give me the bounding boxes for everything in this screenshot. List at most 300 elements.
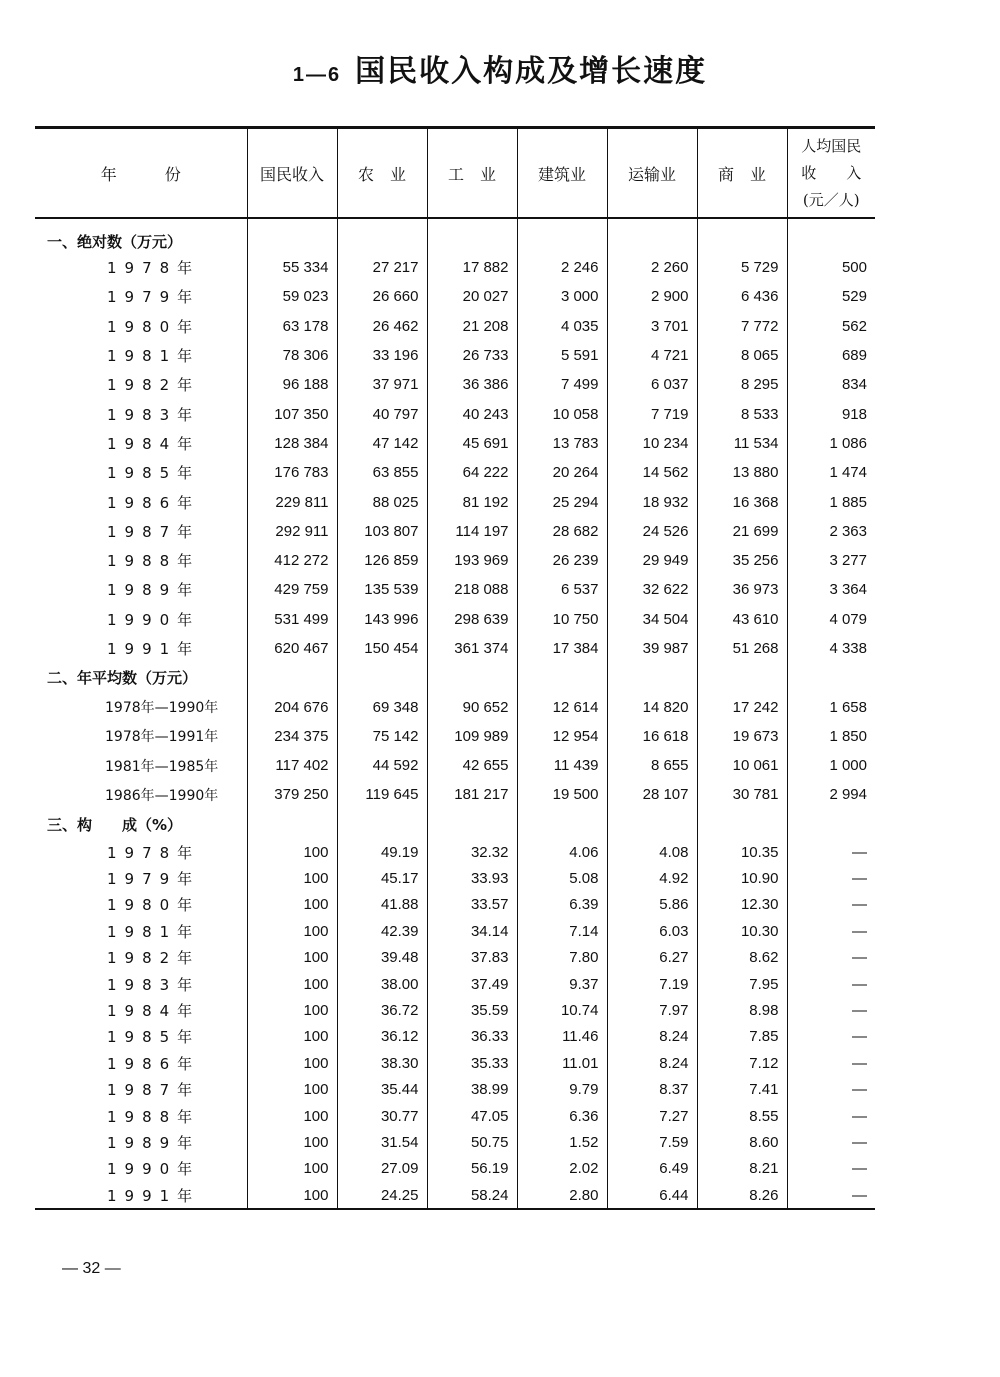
value-cell: 100 bbox=[247, 997, 337, 1023]
value-cell: 19 673 bbox=[697, 722, 787, 751]
row-label: 1983年 bbox=[107, 975, 201, 994]
value-cell: 34 504 bbox=[607, 605, 697, 634]
value-cell: 4.92 bbox=[607, 865, 697, 891]
value-cell: 1 474 bbox=[787, 458, 875, 487]
row-label: 1979年 bbox=[107, 288, 201, 307]
value-cell: 56.19 bbox=[427, 1156, 517, 1182]
value-cell: 20 027 bbox=[427, 282, 517, 311]
value-cell: 100 bbox=[247, 971, 337, 997]
table-body bbox=[35, 218, 875, 1209]
value-cell: 4 079 bbox=[787, 605, 875, 634]
header-construction: 建筑业 bbox=[517, 128, 607, 219]
row-label: 1978年 bbox=[107, 259, 201, 278]
table-row bbox=[35, 312, 875, 341]
header-commerce: 商 业 bbox=[697, 128, 787, 219]
page-number: — 32 — bbox=[62, 1260, 121, 1277]
value-cell: 36.12 bbox=[337, 1024, 427, 1050]
header-per-capita-line3: (元／人) bbox=[802, 190, 860, 209]
value-cell: 30 781 bbox=[697, 780, 787, 809]
statistics-table bbox=[35, 126, 875, 1210]
row-label: 1990年 bbox=[107, 1160, 201, 1179]
header-per-capita bbox=[787, 128, 875, 219]
value-cell: 2 260 bbox=[607, 253, 697, 282]
value-cell: 834 bbox=[787, 370, 875, 399]
value-cell: 4 035 bbox=[517, 312, 607, 341]
value-cell: 5.86 bbox=[607, 892, 697, 918]
header-per-capita-line1: 人均国民 bbox=[801, 136, 862, 155]
row-label: 1990年 bbox=[107, 610, 201, 629]
value-cell: 69 348 bbox=[337, 692, 427, 721]
value-cell: 64 222 bbox=[427, 458, 517, 487]
row-label: 1982年 bbox=[107, 376, 201, 395]
row-label: 1980年 bbox=[107, 317, 201, 336]
value-cell: 38.99 bbox=[427, 1076, 517, 1102]
table-row bbox=[35, 1076, 875, 1102]
value-cell: 12.30 bbox=[697, 892, 787, 918]
empty-cell bbox=[697, 218, 787, 253]
value-cell: 37.49 bbox=[427, 971, 517, 997]
row-label: 1991年 bbox=[107, 640, 201, 658]
header-row bbox=[35, 128, 875, 219]
value-cell: 4 338 bbox=[787, 634, 875, 663]
value-cell: 27 217 bbox=[337, 253, 427, 282]
value-cell: 36 973 bbox=[697, 575, 787, 604]
empty-cell bbox=[697, 663, 787, 692]
table-row bbox=[35, 1103, 875, 1129]
value-cell: 7.59 bbox=[607, 1129, 697, 1155]
value-cell: 28 107 bbox=[607, 780, 697, 809]
row-label: 1984年 bbox=[107, 1001, 201, 1020]
value-cell: 11 534 bbox=[697, 429, 787, 458]
value-cell: 2 363 bbox=[787, 517, 875, 546]
value-cell: 100 bbox=[247, 1024, 337, 1050]
value-cell: 30.77 bbox=[337, 1103, 427, 1129]
row-label: 1985年 bbox=[107, 464, 201, 483]
value-cell: 292 911 bbox=[247, 517, 337, 546]
value-cell: 40 797 bbox=[337, 399, 427, 428]
value-cell: 234 375 bbox=[247, 722, 337, 751]
value-cell: 5 591 bbox=[517, 341, 607, 370]
value-cell: 2 246 bbox=[517, 253, 607, 282]
table-row bbox=[35, 780, 875, 809]
row-label: 1978年—1990年 bbox=[105, 700, 219, 717]
value-cell: 8.37 bbox=[607, 1076, 697, 1102]
value-cell: 7.12 bbox=[697, 1050, 787, 1076]
table-row bbox=[35, 546, 875, 575]
value-cell: 39 987 bbox=[607, 634, 697, 663]
row-label: 1985年 bbox=[107, 1028, 201, 1047]
section-composition bbox=[35, 810, 875, 839]
value-cell: — bbox=[787, 1156, 875, 1182]
value-cell: 35.59 bbox=[427, 997, 517, 1023]
value-cell: 27.09 bbox=[337, 1156, 427, 1182]
table-row bbox=[35, 1050, 875, 1076]
value-cell: 8.62 bbox=[697, 945, 787, 971]
value-cell: 45.17 bbox=[337, 865, 427, 891]
value-cell: 379 250 bbox=[247, 780, 337, 809]
table-row bbox=[35, 399, 875, 428]
value-cell: 44 592 bbox=[337, 751, 427, 780]
value-cell: 37 971 bbox=[337, 370, 427, 399]
row-label: 1978年 bbox=[107, 843, 201, 862]
value-cell: 2 994 bbox=[787, 780, 875, 809]
value-cell: 21 208 bbox=[427, 312, 517, 341]
empty-cell bbox=[517, 218, 607, 253]
value-cell: 4.08 bbox=[607, 839, 697, 865]
row-label: 1989年 bbox=[107, 1133, 201, 1152]
value-cell: — bbox=[787, 997, 875, 1023]
value-cell: 33.93 bbox=[427, 865, 517, 891]
section-average bbox=[35, 663, 875, 692]
table-row bbox=[35, 429, 875, 458]
value-cell: — bbox=[787, 918, 875, 944]
value-cell: 96 188 bbox=[247, 370, 337, 399]
header-industry: 工 业 bbox=[427, 128, 517, 219]
value-cell: 204 676 bbox=[247, 692, 337, 721]
value-cell: 18 932 bbox=[607, 487, 697, 516]
value-cell: 6.03 bbox=[607, 918, 697, 944]
value-cell: 10.74 bbox=[517, 997, 607, 1023]
row-label: 1988年 bbox=[107, 552, 201, 571]
value-cell: 17 384 bbox=[517, 634, 607, 663]
row-label: 1987年 bbox=[107, 1081, 201, 1100]
value-cell: 10 234 bbox=[607, 429, 697, 458]
value-cell: 10.90 bbox=[697, 865, 787, 891]
value-cell: 6.44 bbox=[607, 1182, 697, 1209]
value-cell: 7.41 bbox=[697, 1076, 787, 1102]
value-cell: 24.25 bbox=[337, 1182, 427, 1209]
value-cell: 63 178 bbox=[247, 312, 337, 341]
table-row bbox=[35, 839, 875, 865]
value-cell: — bbox=[787, 1129, 875, 1155]
value-cell: — bbox=[787, 1182, 875, 1209]
value-cell: 19 500 bbox=[517, 780, 607, 809]
value-cell: 8.21 bbox=[697, 1156, 787, 1182]
row-label: 1978年—1991年 bbox=[105, 729, 219, 746]
table-row bbox=[35, 751, 875, 780]
value-cell: 43 610 bbox=[697, 605, 787, 634]
value-cell: 119 645 bbox=[337, 780, 427, 809]
value-cell: 531 499 bbox=[247, 605, 337, 634]
row-label: 1991年 bbox=[107, 1186, 201, 1205]
value-cell: 10.35 bbox=[697, 839, 787, 865]
row-label: 1983年 bbox=[107, 405, 201, 424]
value-cell: 26 733 bbox=[427, 341, 517, 370]
value-cell: 1 658 bbox=[787, 692, 875, 721]
value-cell: — bbox=[787, 945, 875, 971]
table-row bbox=[35, 575, 875, 604]
value-cell: 117 402 bbox=[247, 751, 337, 780]
value-cell: 9.79 bbox=[517, 1076, 607, 1102]
value-cell: 176 783 bbox=[247, 458, 337, 487]
value-cell: 7.95 bbox=[697, 971, 787, 997]
value-cell: 7 499 bbox=[517, 370, 607, 399]
value-cell: 14 820 bbox=[607, 692, 697, 721]
value-cell: 1 850 bbox=[787, 722, 875, 751]
value-cell: — bbox=[787, 1050, 875, 1076]
value-cell: 8 533 bbox=[697, 399, 787, 428]
value-cell: 41.88 bbox=[337, 892, 427, 918]
value-cell: 412 272 bbox=[247, 546, 337, 575]
value-cell: 7 719 bbox=[607, 399, 697, 428]
value-cell: 107 350 bbox=[247, 399, 337, 428]
value-cell: 10 061 bbox=[697, 751, 787, 780]
value-cell: 35.44 bbox=[337, 1076, 427, 1102]
value-cell: 51 268 bbox=[697, 634, 787, 663]
table-row bbox=[35, 253, 875, 282]
empty-cell bbox=[247, 810, 337, 839]
value-cell: 8 655 bbox=[607, 751, 697, 780]
value-cell: 1 885 bbox=[787, 487, 875, 516]
empty-cell bbox=[337, 218, 427, 253]
table-row bbox=[35, 692, 875, 721]
section-title: 三、构 成（%） bbox=[47, 815, 183, 834]
value-cell: 78 306 bbox=[247, 341, 337, 370]
value-cell: 13 880 bbox=[697, 458, 787, 487]
value-cell: 2.80 bbox=[517, 1182, 607, 1209]
table-row bbox=[35, 1024, 875, 1050]
table-row bbox=[35, 865, 875, 891]
table-row bbox=[35, 918, 875, 944]
value-cell: 12 614 bbox=[517, 692, 607, 721]
value-cell: 38.30 bbox=[337, 1050, 427, 1076]
value-cell: 59 023 bbox=[247, 282, 337, 311]
value-cell: 100 bbox=[247, 945, 337, 971]
empty-cell bbox=[427, 810, 517, 839]
value-cell: 55 334 bbox=[247, 253, 337, 282]
value-cell: 8 065 bbox=[697, 341, 787, 370]
row-label: 1987年 bbox=[107, 522, 201, 541]
table-row bbox=[35, 997, 875, 1023]
value-cell: 4.06 bbox=[517, 839, 607, 865]
value-cell: 100 bbox=[247, 839, 337, 865]
value-cell: 25 294 bbox=[517, 487, 607, 516]
row-label: 1979年 bbox=[107, 870, 201, 889]
table-row bbox=[35, 370, 875, 399]
value-cell: 4 721 bbox=[607, 341, 697, 370]
table-row bbox=[35, 892, 875, 918]
table-title: 国民收入构成及增长速度 bbox=[355, 54, 708, 89]
value-cell: 620 467 bbox=[247, 634, 337, 663]
value-cell: 81 192 bbox=[427, 487, 517, 516]
value-cell: 3 277 bbox=[787, 546, 875, 575]
value-cell: 3 000 bbox=[517, 282, 607, 311]
value-cell: 5.08 bbox=[517, 865, 607, 891]
value-cell: 29 949 bbox=[607, 546, 697, 575]
section-title: 二、年平均数（万元） bbox=[47, 669, 198, 688]
section-absolute bbox=[35, 218, 875, 253]
value-cell: 35 256 bbox=[697, 546, 787, 575]
value-cell: — bbox=[787, 1103, 875, 1129]
value-cell: 6 037 bbox=[607, 370, 697, 399]
value-cell: — bbox=[787, 865, 875, 891]
value-cell: 181 217 bbox=[427, 780, 517, 809]
value-cell: 6.49 bbox=[607, 1156, 697, 1182]
row-label: 1980年 bbox=[107, 896, 201, 915]
value-cell: 7.19 bbox=[607, 971, 697, 997]
header-national-income: 国民收入 bbox=[247, 128, 337, 219]
table-row bbox=[35, 605, 875, 634]
empty-cell bbox=[427, 218, 517, 253]
page-title bbox=[0, 46, 1000, 90]
value-cell: 193 969 bbox=[427, 546, 517, 575]
row-label: 1986年—1990年 bbox=[105, 787, 219, 804]
value-cell: 2.02 bbox=[517, 1156, 607, 1182]
empty-cell bbox=[517, 810, 607, 839]
value-cell: 10.30 bbox=[697, 918, 787, 944]
value-cell: 100 bbox=[247, 1050, 337, 1076]
value-cell: 17 242 bbox=[697, 692, 787, 721]
value-cell: 24 526 bbox=[607, 517, 697, 546]
value-cell: 3 701 bbox=[607, 312, 697, 341]
value-cell: 10 058 bbox=[517, 399, 607, 428]
value-cell: 26 660 bbox=[337, 282, 427, 311]
row-label: 1982年 bbox=[107, 949, 201, 968]
value-cell: 14 562 bbox=[607, 458, 697, 487]
value-cell: 38.00 bbox=[337, 971, 427, 997]
table-number: 1—6 bbox=[292, 64, 342, 86]
value-cell: 1 086 bbox=[787, 429, 875, 458]
value-cell: 8 295 bbox=[697, 370, 787, 399]
row-label: 1981年—1985年 bbox=[105, 758, 219, 775]
value-cell: — bbox=[787, 839, 875, 865]
value-cell: 5 729 bbox=[697, 253, 787, 282]
value-cell: 100 bbox=[247, 1076, 337, 1102]
row-label: 1986年 bbox=[107, 493, 201, 512]
empty-cell bbox=[787, 663, 875, 692]
value-cell: 100 bbox=[247, 1182, 337, 1209]
value-cell: 218 088 bbox=[427, 575, 517, 604]
value-cell: 26 462 bbox=[337, 312, 427, 341]
value-cell: 50.75 bbox=[427, 1129, 517, 1155]
value-cell: 49.19 bbox=[337, 839, 427, 865]
value-cell: 7.27 bbox=[607, 1103, 697, 1129]
value-cell: 32 622 bbox=[607, 575, 697, 604]
value-cell: 100 bbox=[247, 1129, 337, 1155]
value-cell: 47.05 bbox=[427, 1103, 517, 1129]
value-cell: 13 783 bbox=[517, 429, 607, 458]
value-cell: 103 807 bbox=[337, 517, 427, 546]
value-cell: — bbox=[787, 1024, 875, 1050]
value-cell: 150 454 bbox=[337, 634, 427, 663]
table-row bbox=[35, 1156, 875, 1182]
value-cell: 8.24 bbox=[607, 1050, 697, 1076]
value-cell: 6 537 bbox=[517, 575, 607, 604]
empty-cell bbox=[607, 218, 697, 253]
table-row bbox=[35, 722, 875, 751]
empty-cell bbox=[697, 810, 787, 839]
value-cell: 135 539 bbox=[337, 575, 427, 604]
value-cell: 16 368 bbox=[697, 487, 787, 516]
header-per-capita-line2: 收 入 bbox=[801, 163, 862, 182]
table-row bbox=[35, 945, 875, 971]
value-cell: 6 436 bbox=[697, 282, 787, 311]
value-cell: 36 386 bbox=[427, 370, 517, 399]
value-cell: 6.27 bbox=[607, 945, 697, 971]
value-cell: 39.48 bbox=[337, 945, 427, 971]
value-cell: 100 bbox=[247, 918, 337, 944]
value-cell: 1.52 bbox=[517, 1129, 607, 1155]
value-cell: 34.14 bbox=[427, 918, 517, 944]
value-cell: 75 142 bbox=[337, 722, 427, 751]
value-cell: 100 bbox=[247, 892, 337, 918]
row-label: 1986年 bbox=[107, 1054, 201, 1073]
value-cell: 40 243 bbox=[427, 399, 517, 428]
value-cell: 298 639 bbox=[427, 605, 517, 634]
value-cell: 7 772 bbox=[697, 312, 787, 341]
value-cell: 33 196 bbox=[337, 341, 427, 370]
value-cell: 229 811 bbox=[247, 487, 337, 516]
empty-cell bbox=[427, 663, 517, 692]
table-row bbox=[35, 282, 875, 311]
value-cell: 20 264 bbox=[517, 458, 607, 487]
value-cell: 36.33 bbox=[427, 1024, 517, 1050]
empty-cell bbox=[247, 218, 337, 253]
header-transport: 运输业 bbox=[607, 128, 697, 219]
value-cell: 9.37 bbox=[517, 971, 607, 997]
table-row bbox=[35, 341, 875, 370]
value-cell: 8.55 bbox=[697, 1103, 787, 1129]
value-cell: 88 025 bbox=[337, 487, 427, 516]
empty-cell bbox=[787, 218, 875, 253]
value-cell: 3 364 bbox=[787, 575, 875, 604]
value-cell: 126 859 bbox=[337, 546, 427, 575]
table-row bbox=[35, 634, 875, 663]
value-cell: 36.72 bbox=[337, 997, 427, 1023]
table-row bbox=[35, 458, 875, 487]
row-label: 1989年 bbox=[107, 581, 201, 600]
value-cell: — bbox=[787, 1076, 875, 1102]
row-label: 1981年 bbox=[107, 347, 201, 366]
value-cell: 429 759 bbox=[247, 575, 337, 604]
value-cell: 42.39 bbox=[337, 918, 427, 944]
row-label: 1981年 bbox=[107, 922, 201, 941]
value-cell: 8.60 bbox=[697, 1129, 787, 1155]
value-cell: 32.32 bbox=[427, 839, 517, 865]
value-cell: 16 618 bbox=[607, 722, 697, 751]
value-cell: 500 bbox=[787, 253, 875, 282]
value-cell: 361 374 bbox=[427, 634, 517, 663]
row-label: 1988年 bbox=[107, 1107, 201, 1126]
value-cell: 10 750 bbox=[517, 605, 607, 634]
value-cell: 12 954 bbox=[517, 722, 607, 751]
value-cell: 7.14 bbox=[517, 918, 607, 944]
empty-cell bbox=[517, 663, 607, 692]
value-cell: 8.26 bbox=[697, 1182, 787, 1209]
value-cell: 11 439 bbox=[517, 751, 607, 780]
value-cell: 8.24 bbox=[607, 1024, 697, 1050]
value-cell: 7.85 bbox=[697, 1024, 787, 1050]
table-row bbox=[35, 1129, 875, 1155]
table-row bbox=[35, 1182, 875, 1209]
table-row bbox=[35, 517, 875, 546]
value-cell: 7.97 bbox=[607, 997, 697, 1023]
value-cell: 33.57 bbox=[427, 892, 517, 918]
empty-cell bbox=[337, 663, 427, 692]
table-row bbox=[35, 487, 875, 516]
empty-cell bbox=[247, 663, 337, 692]
value-cell: 8.98 bbox=[697, 997, 787, 1023]
value-cell: — bbox=[787, 892, 875, 918]
value-cell: 35.33 bbox=[427, 1050, 517, 1076]
value-cell: 100 bbox=[247, 1156, 337, 1182]
value-cell: 90 652 bbox=[427, 692, 517, 721]
value-cell: 58.24 bbox=[427, 1182, 517, 1209]
value-cell: — bbox=[787, 971, 875, 997]
row-label: 1984年 bbox=[107, 434, 201, 453]
empty-cell bbox=[607, 663, 697, 692]
value-cell: 1 000 bbox=[787, 751, 875, 780]
